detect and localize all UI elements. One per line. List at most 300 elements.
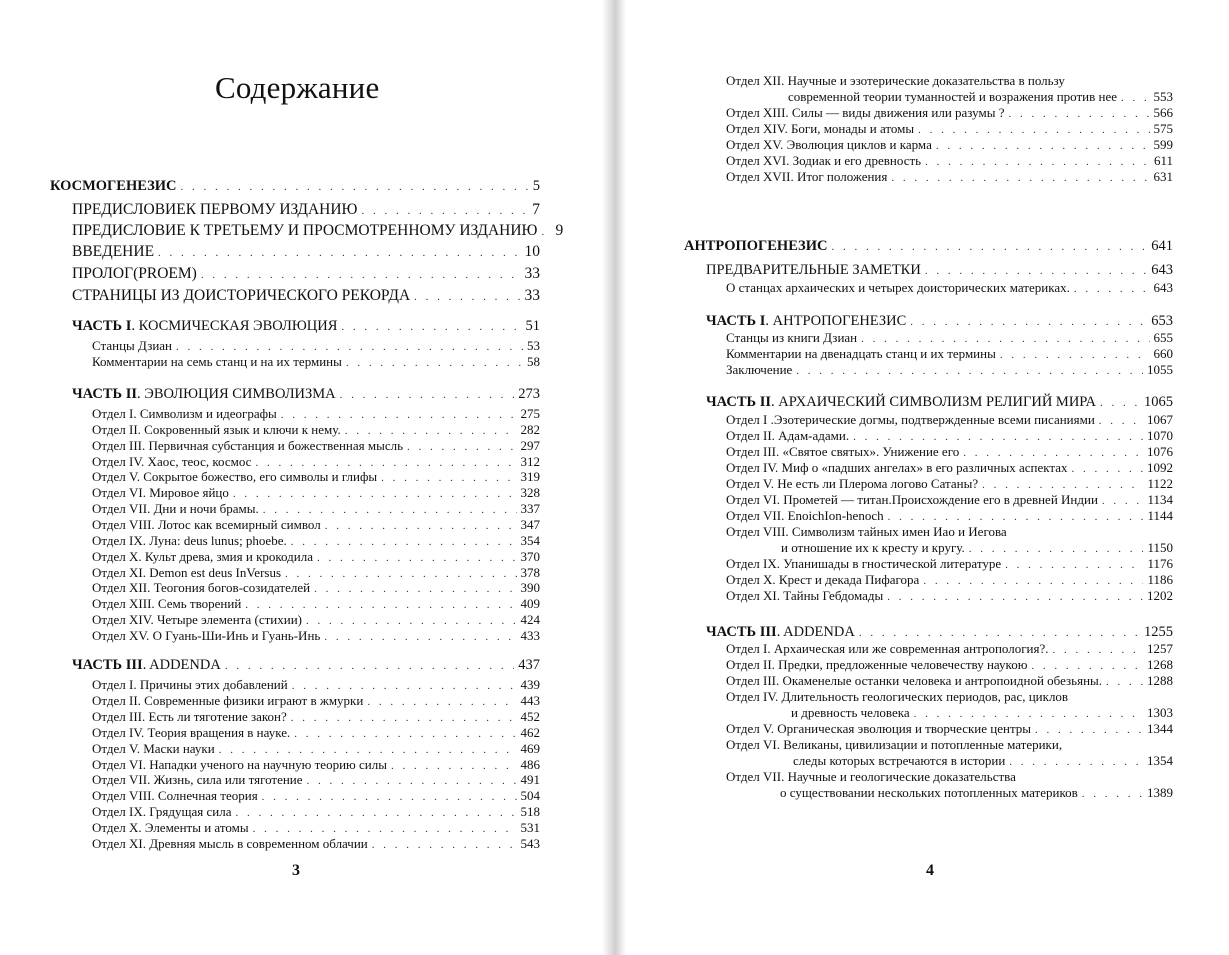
toc-item[interactable] [726,105,1173,121]
toc-item[interactable] [726,280,1173,296]
toc-item[interactable] [793,753,1173,769]
toc-entry-title [92,596,241,612]
entry-label: Отдел XIV. Четыре элемента (стихии) [92,612,302,628]
toc-front-matter[interactable] [72,243,540,261]
toc-item[interactable] [726,330,1173,346]
dot-leader [255,457,516,469]
toc-entry-title [92,612,302,628]
entry-label: Отдел XV. Эволюция циклов и карма [726,136,932,152]
toc-entry-title [92,725,290,741]
toc-item[interactable] [726,444,1173,460]
toc-prelim[interactable] [706,262,1173,279]
part-title: . ADDENDA [776,624,855,640]
dot-leader [853,431,1143,443]
entry-label: О станцах архаических и четырех доисторических материках. [726,280,1070,295]
toc-entry-title [726,428,849,444]
entry-label: Отдел V. Не есть ли Плерома логово Сатаны? [726,476,979,491]
page-ref: 653 [1151,313,1173,329]
dot-leader [306,615,517,627]
toc-entry-title [781,540,965,556]
entry-label: Отдел VI. Нападки ученого на научную теорию силы [92,756,387,772]
toc-item[interactable] [726,492,1173,508]
toc-entry-title [92,517,321,533]
entry-label: ПРЕДИСЛОВИЕ К ТРЕТЬЕМУ И ПРОСМОТРЕННОМУ ИЗДАНИЮ [72,222,538,239]
dot-leader [314,583,516,595]
dot-leader [324,631,516,643]
toc-item[interactable] [92,338,540,354]
entry-label: ВВЕДЕНИЕ [72,243,155,260]
toc-item-line1: Отдел IV. Длительность геологических периодов, рас, циклов [726,689,1069,704]
page-ref: 643 [1153,280,1173,295]
entry-label: Комментарии на семь станц и на их термины [92,354,342,369]
toc-entry-title [726,673,1102,689]
dot-leader [236,807,517,819]
dot-leader [372,839,517,851]
dot-leader [307,775,517,787]
entry-label: Отдел XVII. Итог положения [726,168,888,184]
dot-leader [219,744,517,756]
page-ref: 1092 [1147,460,1173,475]
toc-entry-title [72,243,154,261]
toc-entry-title [726,153,921,169]
dot-leader [407,441,516,453]
toc-item[interactable] [92,565,540,581]
dot-leader [1100,397,1140,409]
page-ref: 347 [520,516,540,532]
toc-entry-title [92,533,287,549]
page-ref: 9 [555,222,564,239]
toc-entry-title [50,178,176,195]
page-ref: 58 [527,354,540,369]
page-ref: 443 [520,692,540,708]
toc-item[interactable] [92,628,540,644]
toc-item[interactable] [726,362,1173,378]
page-ref: 469 [520,740,540,756]
dot-leader [325,520,517,532]
entry-label: Отдел XII. Теогония богов-созидателей [92,580,311,596]
dot-leader [1053,644,1143,656]
toc-item[interactable] [92,517,540,533]
dot-leader [391,760,517,772]
toc-entry-title [726,169,887,185]
entry-label: Отдел V. Органическая эволюция и творческие центры [726,721,1032,736]
toc-entry-title [92,709,287,725]
toc-part-3[interactable] [72,657,540,674]
toc-item[interactable] [92,788,540,804]
toc-item[interactable] [726,572,1173,588]
toc-item[interactable] [92,612,540,628]
page-ref: 655 [1153,330,1173,345]
toc-entry-title [726,121,914,137]
page-ref: 10 [524,243,540,260]
entry-label: Отдел III. «Святое святых». Унижение его [726,444,960,459]
toc-entry-title [793,753,1005,769]
page-ref: 424 [520,612,540,628]
toc-anthropogenesis[interactable] [684,238,1173,255]
dot-leader [180,181,528,193]
dot-leader [285,568,516,580]
page-ref: 1255 [1144,624,1173,640]
toc-entry-title [92,422,341,438]
toc-item[interactable] [791,705,1173,721]
toc-entry-title [684,238,827,255]
entry-label: Отдел V. Маски науки [92,740,215,756]
toc-entry-title [92,406,277,422]
entry-label: Отдел I. Причины этих добавлений [92,677,288,692]
page-ref: 660 [1153,346,1173,361]
entry-label: Отдел IX. Грядущая сила [92,804,232,820]
toc-item[interactable] [726,346,1173,362]
toc-front-matter[interactable] [72,201,540,219]
entry-label: Отдел II. Предки, предложенные человечеству наукою [726,657,1028,672]
toc-entry-title [788,89,1117,105]
toc-entry-title [726,280,1070,296]
dot-leader [861,333,1149,345]
toc-entry-title [72,657,221,674]
dot-leader [262,791,517,803]
toc-entry-title [726,330,857,346]
section-title: АНТРОПОГЕНЕЗИС [684,238,828,254]
toc-entry-title [92,501,259,517]
dot-leader [541,226,551,238]
part-title: . ADDENDA [142,657,221,673]
page-ref: 370 [520,548,540,564]
entry-label: Отдел X. Крест и декада Пифагора [726,572,920,587]
toc-item[interactable] [92,406,540,422]
page-ref: 53 [527,338,540,353]
dot-leader [925,156,1150,168]
toc-part-2[interactable] [72,386,540,403]
toc-entry-title [92,580,310,596]
entry-label: Отдел VIII. Лотос как всемирный символ [92,516,321,532]
page-ref: 1303 [1147,705,1173,720]
page-ref: 1344 [1147,721,1173,736]
dot-leader [176,341,523,353]
toc-item[interactable] [92,677,540,693]
page-number-right: 4 [926,862,934,879]
page-ref: 7 [532,201,540,218]
toc-item[interactable] [92,725,540,741]
page-ref: 1055 [1147,362,1173,377]
page-ref: 1186 [1147,572,1173,587]
part-number: ЧАСТЬ I [706,313,766,329]
entry-label: ПРОЛОГ(PROEM) [72,265,197,282]
page-ref: 439 [520,677,540,692]
toc-item[interactable] [726,657,1173,673]
toc-entry-title [791,705,910,721]
toc-item-line1: Отдел VIII. Символизм тайных имен Иао и Иегова [726,524,1007,539]
entry-label: Отдел V. Сокрытое божество, его символы и глифы [92,469,378,485]
toc-item[interactable] [726,121,1173,137]
toc-item[interactable] [726,169,1173,185]
page-ref: 1065 [1144,394,1173,410]
page-ref: 452 [520,708,540,724]
toc-part-1[interactable] [72,318,540,335]
entry-label: Отдел IV. Хаос, теос, космос [92,453,252,469]
page-ref: 378 [520,564,540,580]
page-ref: 566 [1153,105,1173,120]
dot-leader [263,504,517,516]
page-ref: 486 [520,756,540,772]
toc-entry-title [92,469,377,485]
toc-entry-title [92,628,320,644]
page-ref: 641 [1151,238,1173,254]
entry-label: следы которых встречаются в истории [793,753,1006,768]
toc-entry-title [726,657,1027,673]
entry-label: Отдел III. Есть ли тяготение закон? [92,708,287,724]
page-number-left: 3 [292,862,300,879]
toc-item[interactable] [92,709,540,725]
toc-item[interactable] [92,757,540,773]
toc-entry-title [92,438,403,454]
dot-leader [245,599,516,611]
toc-item[interactable] [726,556,1173,572]
toc-front-matter[interactable] [72,287,540,305]
toc-entry-title [72,386,336,403]
toc-item[interactable] [92,580,540,596]
dot-leader [969,543,1144,555]
entry-label: Заключение [726,362,793,377]
toc-entry-title [780,785,1078,801]
entry-label: Отдел VII. Дни и ночи брамы. [92,501,259,517]
page-ref: 631 [1153,168,1173,184]
toc-entry-title [726,444,959,460]
toc-item[interactable] [726,476,1173,492]
entry-label: Отдел I. Архаическая или же современная антропология?. [726,641,1049,656]
part-number: ЧАСТЬ II [706,394,772,410]
dot-leader [796,365,1143,377]
page-ref: 531 [520,820,540,836]
dot-leader [345,425,517,437]
toc-entry-title [92,677,288,693]
toc-item[interactable] [726,508,1173,524]
toc-entry-title [706,624,855,641]
entry-label: ПРЕДВАРИТЕЛЬНЫЕ ЗАМЕТКИ [706,262,921,278]
toc-item[interactable] [726,137,1173,153]
toc-entry-title [92,338,172,354]
toc-item[interactable] [92,549,540,565]
toc-item-line1: Отдел XII. Научные и эзотерические доказательства в пользу [726,73,1065,88]
page-ref: 1134 [1147,492,1173,507]
dot-leader [1082,788,1143,800]
entry-label: Отдел IX. Упанишады в гностической литературе [726,556,1002,571]
book-gutter [602,0,626,955]
toc-item[interactable] [92,354,540,370]
dot-leader [253,823,517,835]
dot-leader [910,316,1147,328]
toc-item[interactable] [92,485,540,501]
page-ref: 437 [518,657,540,673]
page-ref: 5 [532,178,540,194]
toc-entry-title [92,354,342,370]
page-ref: 51 [525,318,540,334]
toc-entry-title [726,572,919,588]
entry-label: о существовании нескольких потопленных материков [780,785,1078,800]
entry-label: Отдел VI. Мировое яйцо [92,485,229,501]
page-ref: 273 [518,386,540,402]
page-ref: 319 [520,469,540,485]
dot-leader [923,575,1143,587]
toc-item[interactable] [92,454,540,470]
part-number: ЧАСТЬ II [72,386,138,402]
toc-entry-title [92,804,232,820]
part-number: ЧАСТЬ III [72,657,143,673]
toc-front-matter[interactable] [72,265,540,283]
dot-leader [281,409,517,421]
toc-item[interactable] [780,785,1173,801]
part-title: . АНТРОПОГЕНЕЗИС [765,313,907,329]
page-ref: 1257 [1147,641,1173,656]
page-ref: 390 [520,580,540,596]
part-title: . ЭВОЛЮЦИЯ СИМВОЛИЗМА [137,386,336,402]
dot-leader [887,591,1143,603]
toc-item[interactable] [92,836,540,852]
dot-leader [158,247,520,259]
toc-item[interactable] [92,693,540,709]
toc-entry-title [726,588,883,604]
page-ref: 518 [520,804,540,820]
entry-label: ПРЕДИСЛОВИЕК ПЕРВОМУ ИЗДАНИЮ [72,201,358,218]
toc-cosmogenesis[interactable] [50,178,540,195]
toc-item[interactable] [92,804,540,820]
entry-label: Отдел VIII. Солнечная теория [92,788,258,804]
toc-part-3[interactable] [706,624,1173,641]
dot-leader [1106,676,1143,688]
page-ref: 599 [1153,136,1173,152]
dot-leader [1005,559,1143,571]
page-ref: 1144 [1147,508,1173,523]
toc-entry-title [72,318,337,335]
toc-item[interactable] [726,460,1173,476]
toc-entry-title [726,137,932,153]
toc-entry-title [726,412,1095,428]
dot-leader [1009,756,1143,768]
toc-item[interactable] [92,741,540,757]
toc-part-1[interactable] [706,313,1173,330]
toc-item[interactable] [726,428,1173,444]
entry-label: Отдел I .Эзотерические догмы, подтвержденные всеми писаниями [726,412,1095,427]
page-ref: 1354 [1147,753,1173,768]
section-title: КОСМОГЕНЕЗИС [50,178,177,194]
page-title: Содержание [215,70,380,105]
dot-leader [294,728,516,740]
toc-item[interactable] [788,89,1173,105]
toc-item[interactable] [92,422,540,438]
page-ref: 433 [520,627,540,643]
toc-item[interactable] [92,533,540,549]
toc-item[interactable] [92,820,540,836]
page-ref: 1076 [1147,444,1173,459]
toc-entry-title [92,741,215,757]
part-number: ЧАСТЬ I [72,318,132,334]
toc-item[interactable] [92,772,540,788]
dot-leader [888,511,1144,523]
dot-leader [831,241,1147,253]
part-title: . АРХАИЧЕСКИЙ СИМВОЛИЗМ РЕЛИГИЙ МИРА [771,394,1096,410]
entry-label: Комментарии на двенадцать станц и их термины [726,346,996,361]
entry-label: Отдел III. Окаменелые останки человека и антропоидной обезьяны. [726,673,1103,688]
toc-entry-title [726,556,1001,572]
dot-leader [381,472,516,484]
dot-leader [1074,283,1150,295]
dot-leader [925,265,1147,277]
page-ref: 33 [524,265,540,282]
entry-label: Отдел IV. Миф о «падших ангелах» в его различных аспектах [726,460,1068,475]
toc-item[interactable] [726,588,1173,604]
page-ref: 1389 [1147,785,1173,800]
entry-label: Станцы из книги Дзиан [726,330,858,345]
entry-label: Отдел III. Первичная субстанция и божественная мысль [92,437,404,453]
toc-item[interactable] [92,469,540,485]
entry-label: Отдел II. Современные физики играют в жмурки [92,692,364,708]
toc-item[interactable] [726,641,1173,657]
toc-entry-title [726,346,996,362]
dot-leader [340,389,515,401]
dot-leader [936,140,1150,152]
dot-leader [414,291,520,303]
dot-leader [1121,92,1149,104]
page-ref: 1067 [1147,412,1173,427]
page-ref: 491 [520,772,540,788]
page-ref: 328 [520,485,540,501]
part-title: . КОСМИЧЕСКАЯ ЭВОЛЮЦИЯ [131,318,338,334]
page-ref: 643 [1151,262,1173,278]
dot-leader [201,269,521,281]
toc-item[interactable] [92,438,540,454]
toc-item[interactable] [726,153,1173,169]
dot-leader [963,447,1143,459]
toc-entry-title [726,641,1049,657]
entry-label: Отдел XV. О Гуань-Ши-Инь и Гуань-Инь [92,627,321,643]
dot-leader [891,172,1149,184]
dot-leader [1099,415,1143,427]
page-ref: 1070 [1147,428,1173,443]
page-ref: 543 [520,836,540,851]
page-ref: 504 [520,788,540,804]
toc-entry-title [726,105,1004,121]
toc-entry-title [726,476,978,492]
toc-item[interactable] [726,412,1173,428]
toc-part-2[interactable] [706,394,1173,411]
toc-entry-title [92,836,368,852]
toc-item[interactable] [92,596,540,612]
entry-label: Отдел XI. Demon est deus InVersus [92,564,282,580]
page-ref: 354 [520,532,540,548]
dot-leader [1008,108,1149,120]
page-ref: 575 [1153,120,1173,136]
toc-item[interactable] [726,673,1173,689]
page-ref: 282 [520,421,540,437]
entry-label: Отдел VI. Прометей — титан.Происхождение его в древней Индии [726,492,1098,507]
entry-label: Отдел XIII. Силы — виды движения или разумы ? [726,105,1005,120]
dot-leader [292,680,517,692]
entry-label: СТРАНИЦЫ ИЗ ДОИСТОРИЧЕСКОГО РЕКОРДА [72,287,411,304]
toc-entry-title [92,565,281,581]
toc-entry-title [726,721,1031,737]
toc-item[interactable] [781,540,1173,556]
toc-item[interactable] [726,721,1173,737]
toc-front-matter[interactable] [72,222,564,240]
dot-leader [859,627,1140,639]
toc-entry-title [92,485,229,501]
toc-item[interactable] [92,501,540,517]
toc-entry-title [72,265,197,283]
dot-leader [367,696,516,708]
toc-entry-title [706,262,921,279]
dot-leader [1072,463,1144,475]
entry-label: Отдел X. Культ древа, змия и крокодила [92,548,313,564]
page-ref: 297 [520,437,540,453]
